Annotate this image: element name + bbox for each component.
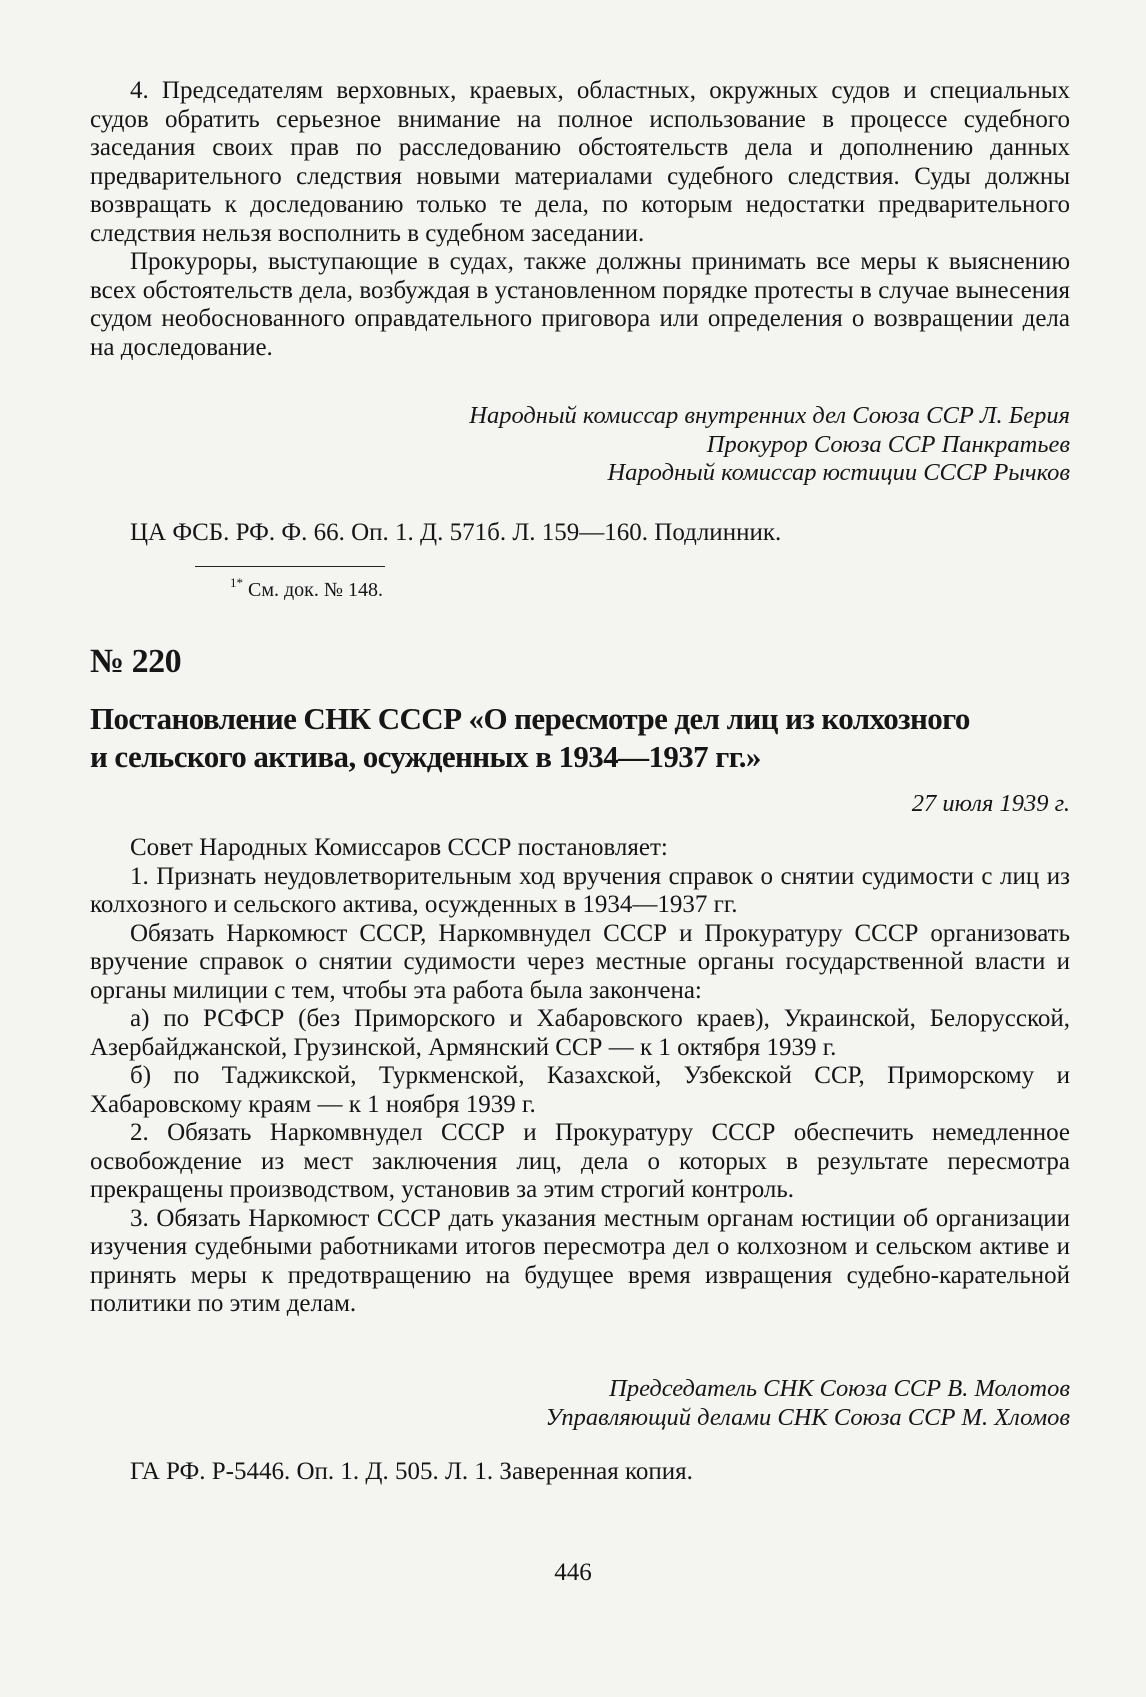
previous-document-body [90, 77, 1070, 362]
previous-signatures [90, 402, 1070, 488]
document-220-header [90, 643, 1070, 681]
page-number: 446 [554, 1559, 592, 1586]
document-source [90, 1458, 1070, 1487]
signature-molotov: Председатель СНК Союза ССР В. Молотов [609, 1375, 1070, 1402]
document-title-line-2: и сельского актива, осужденных в 1934—1937 гг.» [90, 739, 761, 774]
paragraph-b: б) по Таджикской, Туркменской, Казахской, Узбекской ССР, Приморскому и Хабаровскому краям — к 1 ноября 1939 г. [90, 1062, 1070, 1118]
paragraph-4: 4. Председателям верховных, краевых, областных, окружных судов и специальных судов обратить серьезное внимание на полное использование в процессе судебного заседания своих прав по расследованию обстоятельств дела и дополнению данных предварительного следствия новыми материалами судебного следствия. Суды должны возвращать к доследованию только те дела, по которым недостатки предварительного следствия нельзя восполнить в судебном заседании. [90, 77, 1070, 247]
paragraph-1: 1. Признать неудовлетворительным ход вручения справок о снятии судимости с лиц из колхозного и сельского актива, осужденных в 1934—1937 гг. [90, 862, 1070, 918]
footnote-text: См. док. № 148. [243, 579, 383, 601]
archive-source-garf: ГА РФ. Р-5446. Оп. 1. Д. 505. Л. 1. Заверенная копия. [130, 1458, 693, 1485]
signature-beria: Народный комиссар внутренних дел Союза ССР Л. Берия [469, 402, 1070, 429]
paragraph-a: а) по РСФСР (без Приморского и Хабаровского краев), Украинской, Белорусской, Азербайджанской, Грузинской, Армянский ССР — к 1 октября 1939 г. [90, 1005, 1070, 1061]
document-220-body [90, 834, 1070, 1319]
paragraph-3: 3. Обязать Наркомюст СССР дать указания местным органам юстиции об организации изучения судебными работниками итогов пересмотра дел о колхозном и сельском активе и принять меры к предотвращению на будущее время извращения судебно-карательной политики по этим делам. [90, 1204, 1070, 1317]
footnote-rule [195, 566, 385, 567]
document-title [90, 700, 1070, 776]
document-title-line-1: Постановление СНК СССР «О пересмотре дел лиц из колхозного [90, 701, 970, 736]
paragraph-2: 2. Обязать Наркомвнудел СССР и Прокуратуру СССР обеспечить немедленное освобождение из мест заключения лиц, дела о которых в результате пересмотра прекращены производством, установив за этим строгий контроль. [90, 1119, 1070, 1203]
signature-khlomov: Управляющий делами СНК Союза ССР М. Хломов [545, 1403, 1070, 1431]
document-date: 27 июля 1939 г. [911, 790, 1070, 817]
paragraph-prosecutors: Прокуроры, выступающие в судах, также должны принимать все меры к выяснению всех обстоятельств дела, возбуждая в установленном порядке протесты в случае вынесения судом необоснованного оправдательного приговора или определения о возвращении дела на доследование. [90, 248, 1070, 361]
signature-rychkov: Народный комиссар юстиции СССР Рычков [607, 459, 1070, 486]
document-signatures [90, 1375, 1070, 1432]
footnote [230, 571, 383, 602]
footnote-mark: 1* [230, 575, 243, 590]
document-number: № 220 [90, 643, 182, 680]
signature-pankratyev: Прокурор Союза ССР Панкратьев [706, 430, 1070, 458]
paragraph-1b: Обязать Наркомюст СССР, Наркомвнудел СССР и Прокуратуру СССР организовать вручение справок о снятии судимости через местные органы государственной власти и органы милиции с тем, чтобы эта работа была закончена: [90, 919, 1070, 1004]
archive-source-fsb: ЦА ФСБ. РФ. Ф. 66. Оп. 1. Д. 571б. Л. 159—160. Подлинник. [130, 519, 782, 546]
intro-paragraph: Совет Народных Комиссаров СССР постановляет: [130, 834, 668, 861]
previous-source [90, 519, 1070, 548]
document-date-block [90, 790, 1070, 818]
